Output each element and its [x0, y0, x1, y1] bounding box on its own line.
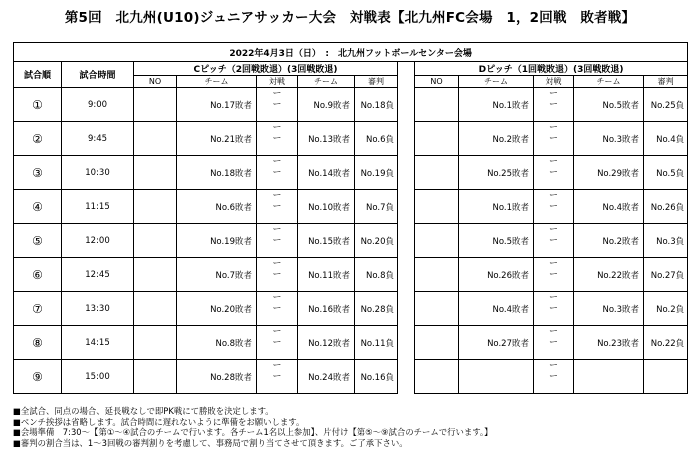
c-no-header: NO [134, 76, 177, 88]
vs-mark-top: ー [272, 225, 282, 235]
vs-mark-top: ー [548, 327, 558, 337]
match-row [14, 190, 688, 224]
match-order: ② [14, 122, 62, 156]
match-row [14, 88, 688, 122]
d-ref: No.22負 [644, 326, 688, 360]
note-line: ■会場準備 7:30～【第①～④試合のチームで行います。各チーム1名以上参加】、片付け【第⑤～⑨試合のチームで行います。】 [13, 427, 493, 438]
schedule-table [13, 42, 688, 394]
c-vs [257, 360, 298, 394]
c-ref: No.28負 [355, 292, 398, 326]
c-team2: No.13敗者 [298, 122, 355, 156]
note-line: ■全試合、同点の場合、延長戦なしで即PK戦にて勝敗を決定します。 [13, 406, 274, 416]
vs-mark: ー [272, 303, 282, 314]
match-order: ④ [14, 190, 62, 224]
c-team2-header: チーム [298, 76, 355, 88]
c-no [134, 156, 177, 190]
c-vs [257, 258, 298, 292]
vs-mark-top: ー [548, 293, 558, 303]
c-ref-header: 審判 [355, 76, 398, 88]
note-line: ■ベンチ挨拶は省略します。試合時間に遅れないように準備をお願いします。 [13, 416, 305, 427]
d-team2: No.5敗者 [574, 88, 644, 122]
d-no [415, 360, 459, 394]
match-time: 9:45 [62, 122, 134, 156]
c-ref: No.6負 [355, 122, 398, 156]
c-team1: No.19敗者 [177, 224, 257, 258]
vs-mark: ー [548, 235, 558, 246]
c-team1-header: チーム [177, 76, 257, 88]
c-vs [257, 224, 298, 258]
match-order: ⑧ [14, 326, 62, 360]
match-order: ③ [14, 156, 62, 190]
match-order: ⑥ [14, 258, 62, 292]
c-team2: No.15敗者 [298, 224, 355, 258]
d-team2: No.22敗者 [574, 258, 644, 292]
c-team1: No.28敗者 [177, 360, 257, 394]
d-team1: No.1敗者 [459, 88, 534, 122]
d-vs [534, 258, 574, 292]
c-team1: No.20敗者 [177, 292, 257, 326]
match-time: 12:45 [62, 258, 134, 292]
c-vs [257, 326, 298, 360]
c-ref: No.19負 [355, 156, 398, 190]
c-ref: No.11負 [355, 326, 398, 360]
d-ref [644, 360, 688, 394]
vs-mark-top: ー [272, 293, 282, 303]
match-time: 14:15 [62, 326, 134, 360]
c-ref: No.7負 [355, 190, 398, 224]
match-time: 11:15 [62, 190, 134, 224]
pitch-c-header: Cピッチ（2回戦敗退）(3回戦敗退) [134, 62, 398, 76]
d-no [415, 156, 459, 190]
d-team2 [574, 360, 644, 394]
d-team1: No.2敗者 [459, 122, 534, 156]
d-vs [534, 224, 574, 258]
vs-mark-top: ー [548, 157, 558, 167]
d-team2: No.29敗者 [574, 156, 644, 190]
match-time: 13:30 [62, 292, 134, 326]
d-ref: No.5負 [644, 156, 688, 190]
vs-mark: ー [272, 371, 282, 382]
d-no-header: NO [415, 76, 459, 88]
c-team2: No.16敗者 [298, 292, 355, 326]
c-team1: No.21敗者 [177, 122, 257, 156]
d-vs [534, 292, 574, 326]
d-team1: No.25敗者 [459, 156, 534, 190]
c-team1: No.6敗者 [177, 190, 257, 224]
c-team2: No.24敗者 [298, 360, 355, 394]
c-no [134, 292, 177, 326]
match-time: 9:00 [62, 88, 134, 122]
d-vs [534, 156, 574, 190]
d-team2-header: チーム [574, 76, 644, 88]
c-team1: No.8敗者 [177, 326, 257, 360]
vs-mark: ー [548, 167, 558, 178]
d-vs [534, 122, 574, 156]
vs-mark-top: ー [548, 89, 558, 99]
d-no [415, 122, 459, 156]
match-time-header: 試合時間 [62, 62, 134, 88]
c-team2: No.14敗者 [298, 156, 355, 190]
d-team2: No.3敗者 [574, 292, 644, 326]
d-no [415, 88, 459, 122]
d-vs [534, 326, 574, 360]
vs-mark: ー [272, 99, 282, 110]
vs-mark: ー [548, 133, 558, 144]
c-ref: No.18負 [355, 88, 398, 122]
match-time: 15:00 [62, 360, 134, 394]
d-vs [534, 88, 574, 122]
c-vs [257, 122, 298, 156]
vs-mark: ー [548, 201, 558, 212]
d-no [415, 258, 459, 292]
match-row [14, 258, 688, 292]
c-ref: No.20負 [355, 224, 398, 258]
vs-mark: ー [548, 303, 558, 314]
d-ref: No.3負 [644, 224, 688, 258]
match-row [14, 360, 688, 394]
c-no [134, 190, 177, 224]
d-ref: No.27負 [644, 258, 688, 292]
vs-mark-top: ー [272, 361, 282, 371]
d-team1: No.5敗者 [459, 224, 534, 258]
vs-mark-top: ー [272, 191, 282, 201]
match-time: 10:30 [62, 156, 134, 190]
d-no [415, 224, 459, 258]
vs-mark: ー [548, 371, 558, 382]
d-no [415, 292, 459, 326]
d-team2: No.23敗者 [574, 326, 644, 360]
d-team2: No.4敗者 [574, 190, 644, 224]
d-no [415, 190, 459, 224]
vs-mark: ー [548, 337, 558, 348]
c-no [134, 122, 177, 156]
match-row [14, 326, 688, 360]
vs-mark-top: ー [548, 361, 558, 371]
c-team1: No.7敗者 [177, 258, 257, 292]
c-vs [257, 88, 298, 122]
vs-mark: ー [272, 269, 282, 280]
d-team2: No.3敗者 [574, 122, 644, 156]
vs-mark-top: ー [272, 123, 282, 133]
match-order: ⑦ [14, 292, 62, 326]
match-order-header: 試合順 [14, 62, 62, 88]
c-team1: No.17敗者 [177, 88, 257, 122]
match-time: 12:00 [62, 224, 134, 258]
vs-mark: ー [272, 167, 282, 178]
c-team2: No.11敗者 [298, 258, 355, 292]
c-team2: No.10敗者 [298, 190, 355, 224]
vs-mark-top: ー [272, 89, 282, 99]
d-vs [534, 360, 574, 394]
match-row [14, 224, 688, 258]
d-team1: No.26敗者 [459, 258, 534, 292]
d-ref: No.26負 [644, 190, 688, 224]
c-vs [257, 292, 298, 326]
c-vs-header: 対戦 [257, 76, 298, 88]
c-vs [257, 156, 298, 190]
vs-mark: ー [272, 235, 282, 246]
match-row [14, 156, 688, 190]
d-ref: No.2負 [644, 292, 688, 326]
vs-mark: ー [272, 337, 282, 348]
d-team1: No.1敗者 [459, 190, 534, 224]
notes [13, 406, 693, 448]
c-team2: No.12敗者 [298, 326, 355, 360]
vs-mark-top: ー [548, 123, 558, 133]
vs-mark-top: ー [272, 327, 282, 337]
pitch-d-header: Dピッチ（1回戦敗退）(3回戦敗退) [415, 62, 688, 76]
date-venue-header: 2022年4月3日（日） : 北九州フットボールセンター会場 [14, 43, 688, 62]
c-no [134, 326, 177, 360]
d-team1-header: チーム [459, 76, 534, 88]
match-order: ① [14, 88, 62, 122]
d-vs [534, 190, 574, 224]
d-team1: No.4敗者 [459, 292, 534, 326]
d-team1 [459, 360, 534, 394]
d-ref: No.4負 [644, 122, 688, 156]
vs-mark: ー [548, 269, 558, 280]
d-ref-header: 審判 [644, 76, 688, 88]
column-divider [398, 62, 415, 394]
d-team2: No.2敗者 [574, 224, 644, 258]
vs-mark-top: ー [272, 259, 282, 269]
c-ref: No.8負 [355, 258, 398, 292]
c-team2: No.9敗者 [298, 88, 355, 122]
vs-mark-top: ー [548, 225, 558, 235]
c-no [134, 258, 177, 292]
vs-mark-top: ー [548, 191, 558, 201]
c-ref: No.16負 [355, 360, 398, 394]
note-line: ■審判の割合当は、1～3回戦の審判割りを考慮して、事務局で割り当てさせて頂きます。ご了承下さい。 [13, 437, 408, 448]
d-vs-header: 対戦 [534, 76, 574, 88]
match-order: ⑤ [14, 224, 62, 258]
d-ref: No.25負 [644, 88, 688, 122]
page-title: 第5回 北九州(U10)ジュニアサッカー大会 対戦表【北九州FC会場 1，2回戦 敗者戦】 [64, 10, 636, 26]
vs-mark-top: ー [272, 157, 282, 167]
c-no [134, 88, 177, 122]
c-no [134, 360, 177, 394]
c-team1: No.18敗者 [177, 156, 257, 190]
d-no [415, 326, 459, 360]
c-vs [257, 190, 298, 224]
vs-mark: ー [272, 201, 282, 212]
match-row [14, 122, 688, 156]
vs-mark: ー [548, 99, 558, 110]
match-order: ⑨ [14, 360, 62, 394]
vs-mark-top: ー [548, 259, 558, 269]
vs-mark: ー [272, 133, 282, 144]
d-team1: No.27敗者 [459, 326, 534, 360]
match-row [14, 292, 688, 326]
c-no [134, 224, 177, 258]
